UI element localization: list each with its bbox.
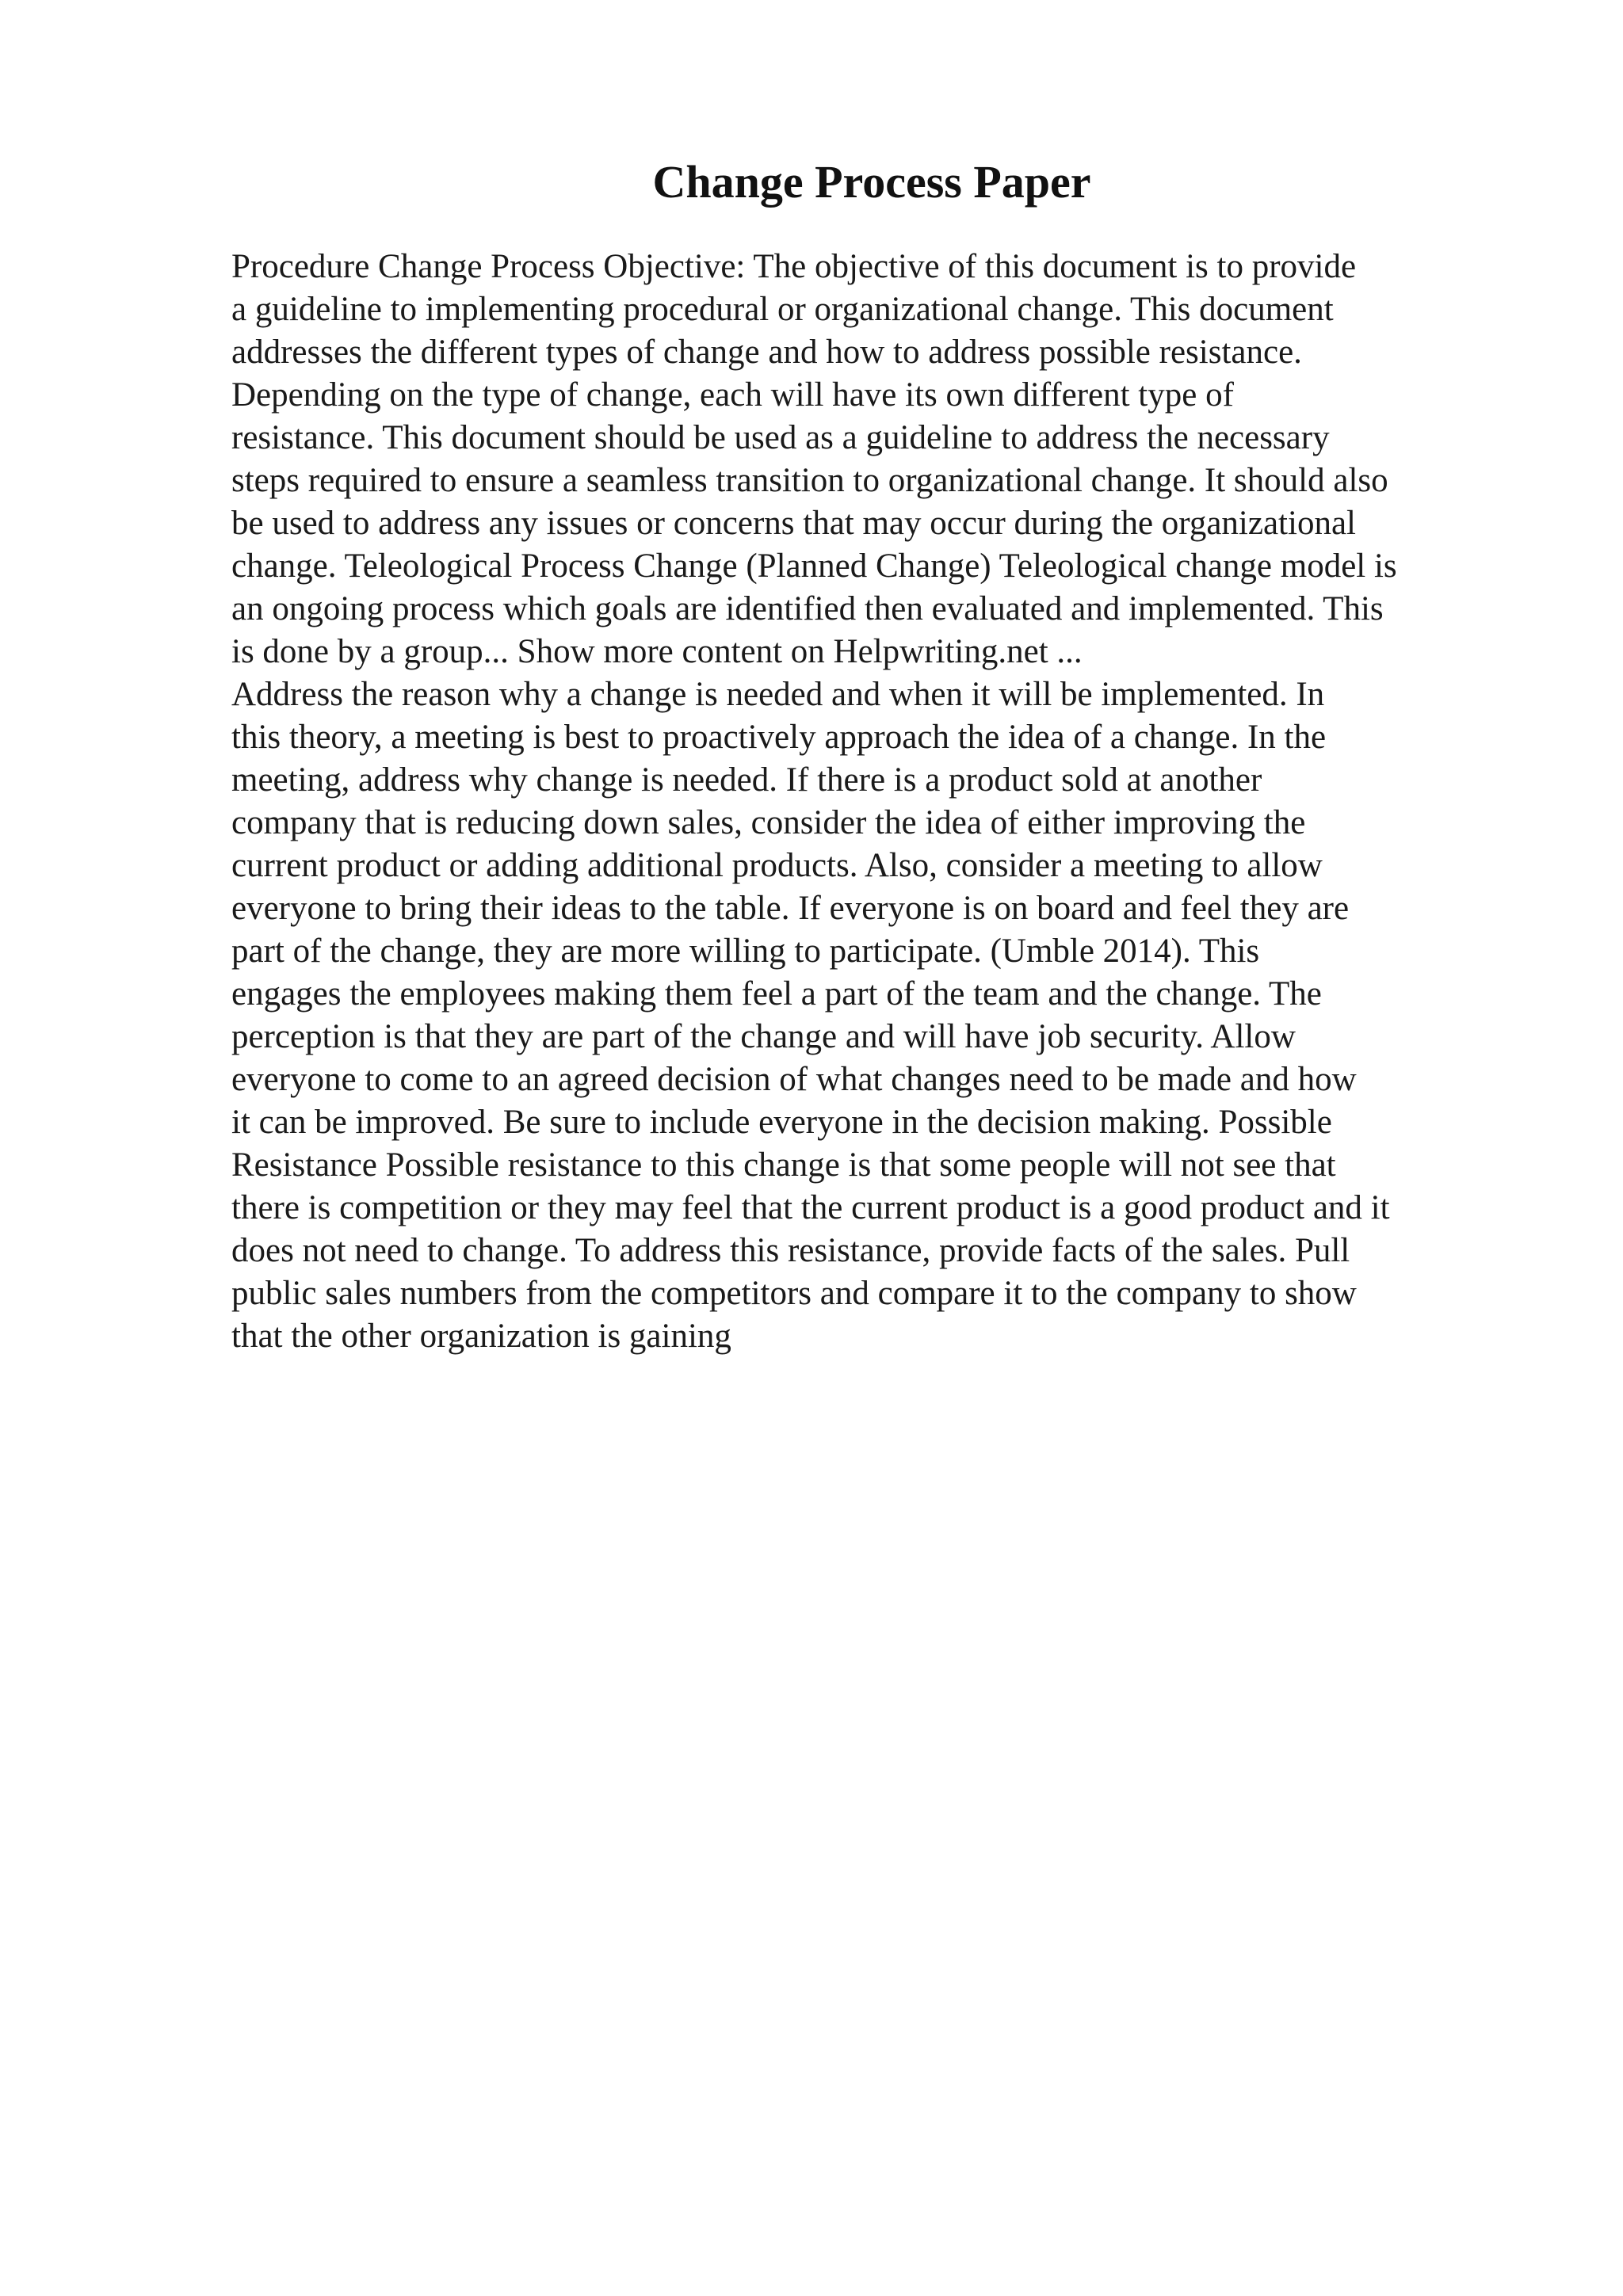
text-line: change. Teleological Process Change (Planned Change) Teleological change model is bbox=[231, 547, 1397, 585]
paragraph-objective bbox=[231, 246, 1547, 673]
text-line: Depending on the type of change, each will have its own different type of bbox=[231, 376, 1234, 414]
text-line: engages the employees making them feel a part of the team and the change. The bbox=[231, 975, 1322, 1013]
document-body bbox=[231, 246, 1547, 1358]
text-line: Address the reason why a change is needed and when it will be implemented. In bbox=[231, 676, 1325, 713]
text-line: company that is reducing down sales, consider the idea of either improving the bbox=[231, 804, 1306, 841]
text-line: is done by a group... Show more content on Helpwriting.net ... bbox=[231, 633, 1083, 670]
text-line: be used to address any issues or concerns that may occur during the organizational bbox=[231, 505, 1356, 542]
document-title: Change Process Paper bbox=[652, 156, 1091, 208]
paragraph-address-reason bbox=[231, 673, 1547, 1358]
text-line: it can be improved. Be sure to include everyone in the decision making. Possible bbox=[231, 1104, 1332, 1141]
text-line: part of the change, they are more willing to participate. (Umble 2014). This bbox=[231, 933, 1260, 970]
text-line: that the other organization is gaining bbox=[231, 1318, 731, 1355]
text-line: resistance. This document should be used as a guideline to address the necessary bbox=[231, 419, 1330, 456]
text-line: Procedure Change Process Objective: The objective of this document is to provide bbox=[231, 248, 1357, 285]
text-line: perception is that they are part of the change and will have job security. Allow bbox=[231, 1018, 1296, 1055]
text-line: meeting, address why change is needed. If there is a product sold at another bbox=[231, 761, 1262, 799]
text-line: current product or adding additional products. Also, consider a meeting to allow bbox=[231, 847, 1323, 884]
text-line: a guideline to implementing procedural or organizational change. This document bbox=[231, 291, 1334, 328]
text-line: does not need to change. To address this resistance, provide facts of the sales. Pull bbox=[231, 1232, 1350, 1269]
text-line: everyone to come to an agreed decision of what changes need to be made and how bbox=[231, 1061, 1357, 1098]
text-line: Resistance Possible resistance to this change is that some people will not see that bbox=[231, 1146, 1336, 1184]
text-line: this theory, a meeting is best to proactively approach the idea of a change. In the bbox=[231, 719, 1327, 756]
text-line: everyone to bring their ideas to the table. If everyone is on board and feel they are bbox=[231, 890, 1350, 927]
text-line: steps required to ensure a seamless transition to organizational change. It should also bbox=[231, 462, 1388, 499]
text-line: an ongoing process which goals are identified then evaluated and implemented. This bbox=[231, 590, 1384, 627]
text-line: there is competition or they may feel that the current product is a good product and it bbox=[231, 1189, 1390, 1226]
text-line: addresses the different types of change and how to address possible resistance. bbox=[231, 334, 1302, 371]
text-line: public sales numbers from the competitors and compare it to the company to show bbox=[231, 1275, 1357, 1312]
